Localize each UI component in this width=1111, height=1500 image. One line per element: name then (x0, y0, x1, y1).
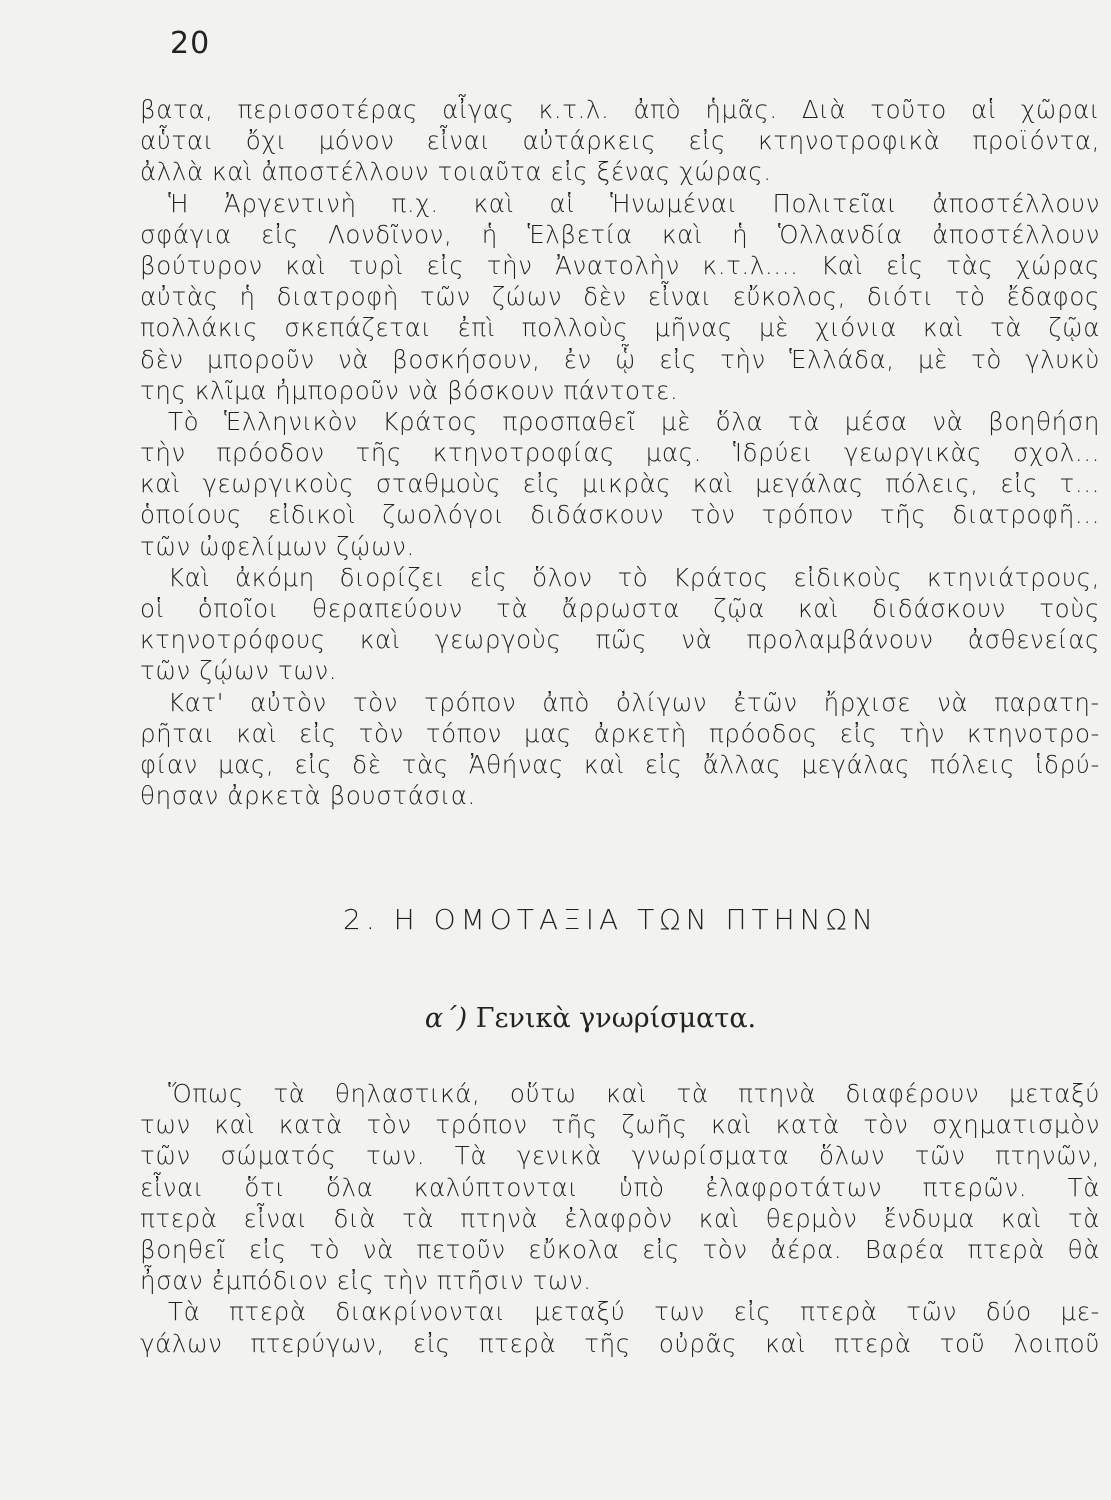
text-line: δὲν μποροῦν νὰ βοσκήσουν, ἐν ᾧ εἰς τὴν Ἑλλάδα, μὲ τὸ γλυκὺ (140, 344, 1100, 374)
sub-heading (0, 1003, 1111, 1034)
sub-heading-text: Γενικὰ γνωρίσματα. (475, 1003, 757, 1034)
text-line: Τὰ πτερὰ διακρίνονται μεταξύ των εἰς πτερὰ τῶν δύο με- (168, 1297, 1100, 1327)
paragraph (140, 406, 1100, 562)
text-line: καὶ γεωργικοὺς σταθμοὺς εἰς μικρὰς καὶ μεγάλας πόλεις, εἰς τ... (140, 469, 1100, 499)
text-line: ἦσαν ἐμπόδιον εἰς τὴν πτῆσιν των. (140, 1266, 592, 1296)
text-line: ἀλλὰ καὶ ἀποστέλλουν τοιαῦτα εἰς ξένας χώρας. (140, 157, 772, 187)
paragraph (140, 1078, 1100, 1296)
text-line: βατα, περισσοτέρας αἶγας κ.τ.λ. ἀπὸ ἡμᾶς. Διὰ τοῦτο αἱ χῶραι (140, 95, 1100, 124)
text-line: αὗται ὄχι μόνον εἶναι αὐτάρκεις εἰς κτηνοτροφικὰ προϊόντα, (140, 126, 1100, 156)
text-line: σφάγια εἰς Λονδῖνον, ἡ Ἑλβετία καὶ ἡ Ὁλλανδία ἀποστέλλουν (140, 219, 1100, 249)
text-line: οἱ ὁποῖοι θεραπεύουν τὰ ἄρρωστα ζῷα καὶ διδάσκουν τοὺς (140, 594, 1100, 623)
sub-heading-letter: α΄) (424, 1003, 468, 1034)
text-line: Ἡ Ἀργεντινὴ π.χ. καὶ αἱ Ἡνωμέναι Πολιτεῖαι ἀποστέλλουν (168, 188, 1100, 218)
text-line: της κλῖμα ἠμποροῦν νὰ βόσκουν πάντοτε. (140, 375, 679, 405)
text-line: βοηθεῖ εἰς τὸ νὰ πετοῦν εὔκολα εἰς τὸν ἀέρα. Βαρέα πτερὰ θὰ (140, 1234, 1100, 1264)
text-line: τῶν σώματός των. Τὰ γενικὰ γνωρίσματα ὅλων τῶν πτηνῶν, (140, 1141, 1100, 1171)
text-line: θησαν ἀρκετὰ βουστάσια. (140, 781, 476, 811)
text-line: Τὸ Ἑλληνικὸν Κράτος προσπαθεῖ μὲ ὅλα τὰ μέσα νὰ βοηθήση (168, 406, 1100, 436)
text-line: Ὅπως τὰ θηλαστικά, οὕτω καὶ τὰ πτηνὰ διαφέρουν μεταξύ (168, 1079, 1100, 1108)
text-line: αὐτὰς ἡ διατροφὴ τῶν ζώων δὲν εἶναι εὔκολος, διότι τὸ ἔδαφος (140, 282, 1100, 312)
paragraph (140, 687, 1100, 812)
text-line: βούτυρον καὶ τυρὶ εἰς τὴν Ἀνατολὴν κ.τ.λ.... Καὶ εἰς τὰς χώρας (140, 250, 1100, 280)
text-line: Καὶ ἀκόμη διορίζει εἰς ὅλον τὸ Κράτος εἰδικοὺς κτηνιάτρους, (168, 562, 1100, 592)
text-line: γάλων πτερύγων, εἰς πτερὰ τῆς οὐρᾶς καὶ πτερὰ τοῦ λοιποῦ (140, 1328, 1100, 1358)
text-line: κτηνοτρόφους καὶ γεωργοὺς πῶς νὰ προλαμβάνουν ἀσθενείας (140, 625, 1100, 655)
paragraph (140, 1296, 1100, 1358)
paragraph (140, 562, 1100, 687)
text-line: τῶν ὠφελίμων ζῴων. (140, 531, 415, 561)
page-number: 20 (170, 26, 211, 61)
paragraph (140, 188, 1100, 406)
text-line: πτερὰ εἶναι διὰ τὰ πτηνὰ ἐλαφρὸν καὶ θερμὸν ἔνδυμα καὶ τὰ (140, 1203, 1100, 1233)
text-line: Κατ' αὐτὸν τὸν τρόπον ἀπὸ ὀλίγων ἐτῶν ἤρχισε νὰ παρατη- (168, 687, 1100, 717)
section-heading: 2. Η ΟΜΟΤΑΞΙΑ ΤΩΝ ΠΤΗΝΩΝ (343, 903, 878, 936)
text-line: φίαν μας, εἰς δὲ τὰς Ἀθήνας καὶ εἰς ἄλλας μεγάλας πόλεις ἱδρύ- (140, 749, 1100, 779)
text-line: τῶν ζῴων των. (140, 656, 338, 686)
text-line: εἶναι ὅτι ὅλα καλύπτονται ὑπὸ ἐλαφροτάτων πτερῶν. Τὰ (140, 1172, 1100, 1202)
text-line: τὴν πρόοδον τῆς κτηνοτροφίας μας. Ἱδρύει γεωργικὰς σχολ... (140, 438, 1100, 468)
text-line: πολλάκις σκεπάζεται ἐπὶ πολλοὺς μῆνας μὲ χιόνια καὶ τὰ ζῷα (140, 313, 1100, 343)
text-line: ὁποίους εἰδικοὶ ζωολόγοι διδάσκουν τὸν τρόπον τῆς διατροφῆ... (140, 500, 1100, 530)
text-block-top (140, 94, 1100, 811)
paragraph (140, 94, 1100, 188)
text-line: ρῆται καὶ εἰς τὸν τόπον μας ἀρκετὴ πρόοδος εἰς τὴν κτηνοτρο- (140, 718, 1100, 748)
text-block-bottom (140, 1078, 1100, 1359)
text-line: των καὶ κατὰ τὸν τρόπον τῆς ζωῆς καὶ κατὰ τὸν σχηματισμὸν (140, 1110, 1100, 1140)
